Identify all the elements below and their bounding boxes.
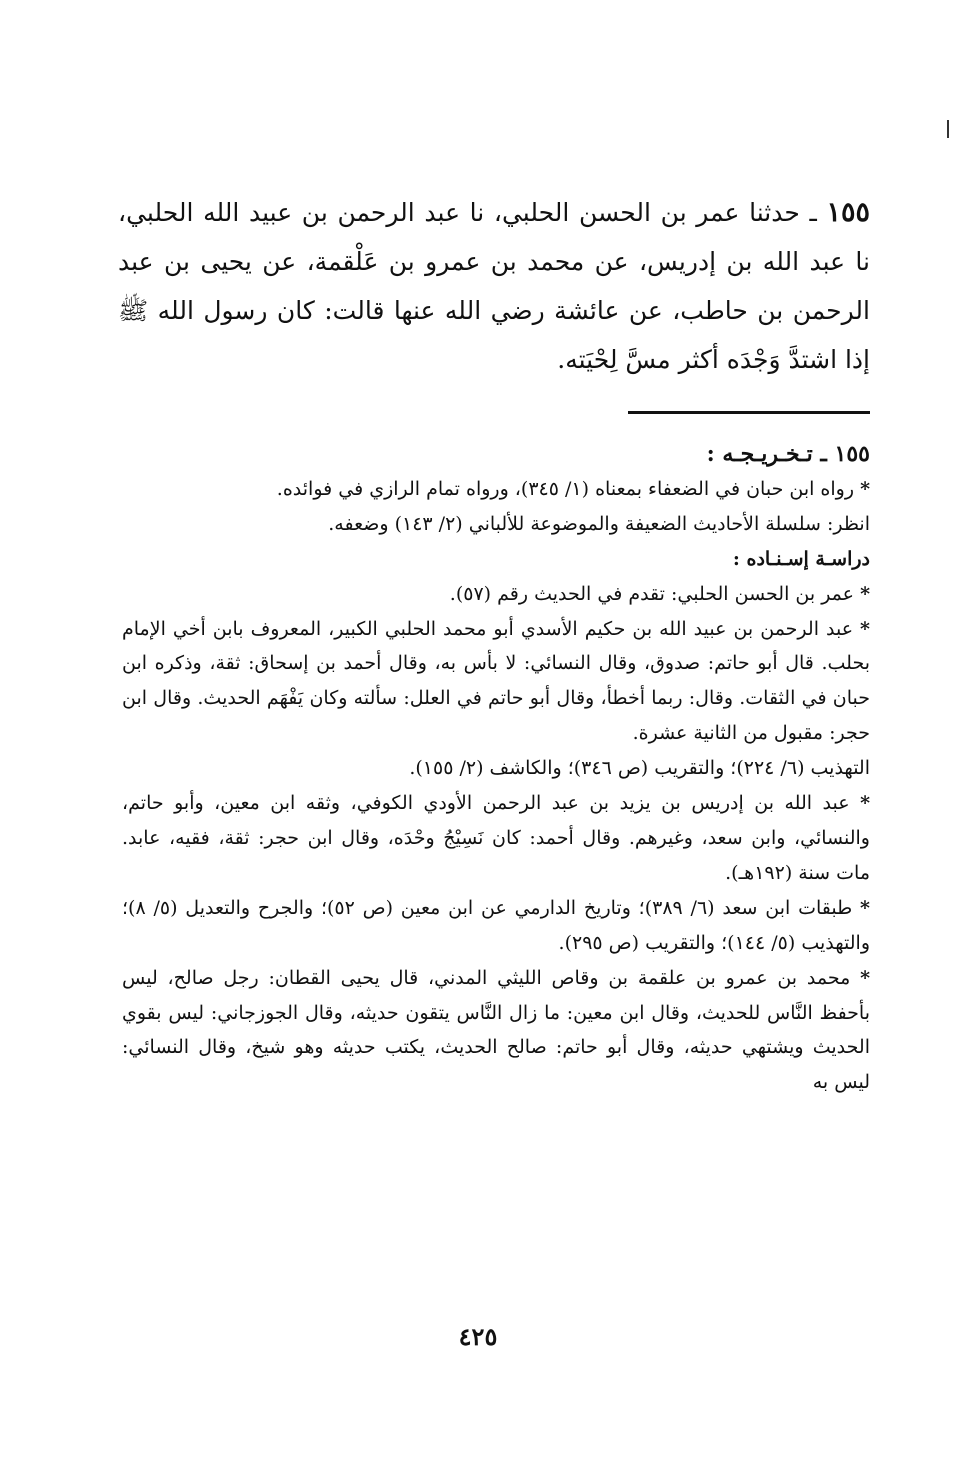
asterisk-icon: *	[860, 582, 870, 605]
hadith-line: ـ حدثنا عمر بن الحسن الحلبي، نا عبد الرحمن بن عبيد الله	[203, 198, 817, 227]
isnad-heading: دراسـة إسـنـاده :	[732, 547, 870, 570]
hadith-line: رسول الله ﷺ إذا اشتدَّ وَجْدَه أكثر مسَّ لِحْيَته.	[118, 296, 870, 374]
isnad-item	[122, 577, 870, 612]
asterisk-icon: *	[860, 792, 870, 815]
asterisk-icon: *	[860, 477, 870, 500]
isnad-text: طبقات ابن سعد (٦/ ٣٨٩)؛ وتاريخ الدارمي عن ابن معين (ص ٥٢)؛ والجرح والتعديل (٥/ ٨)؛ والتهذيب (٥/ ١٤٤)؛ والتقريب (ص ٢٩٥).	[122, 896, 870, 954]
isnad-text: عبد الله بن إدريس بن يزيد بن عبد الرحمن الأودي الكوفي، وثقه ابن معين، وأبو حاتم، والنسائي، وابن سعد، وغيرهم. وقال أحمد: كان نَسِيْجُ وحْدَه، وقال ابن حجر: ثقة، فقيه، عابد. مات سنة (١٩٢هـ).	[122, 792, 870, 884]
isnad-item	[122, 612, 870, 752]
takhrij-item: انظر: سلسلة الأحاديث الضعيفة والموضوعة للألباني (٢/ ١٤٣) وضعفه.	[328, 512, 870, 535]
hadith-line: الحلبي، نا عبد الله بن إدريس، عن محمد بن عمرو بن عَلْقمة، عن	[118, 198, 870, 276]
hadith-text	[118, 188, 870, 384]
isnad-text: محمد بن عمرو بن علقمة بن وقاص الليثي المدني، قال يحيى القطان: رجل صالح، ليس بأحفظ النَّاس للحديث، وقال ابن معين: ما زال النَّاس يتقون حديثه، وقال الجوزجاني: ليس بقوي الحديث ويشتهي حديثه، وقال أبو حاتم: صالح الحديث، يكتب حديثه وهو شيخ، وقال النسائي: ليس به	[122, 966, 870, 1094]
hadith-line: يحيى بن عبد الرحمن بن حاطب، عن عائشة رضي الله عنها قالت: كان	[118, 247, 870, 325]
page-number: ٤٢٥	[458, 1322, 498, 1351]
takhrij-item	[122, 472, 870, 507]
takhrij-text: رواه ابن حبان في الضعفاء بمعناه (١/ ٣٤٥)، ورواه تمام الرازي في فوائده.	[276, 477, 855, 500]
isnad-item	[122, 961, 870, 1101]
isnad-text: عبد الرحمن بن عبيد الله بن حكيم الأسدي أبو محمد الحلبي الكبير، المعروف بابن أخي الإمام بحلب. قال أبو حاتم: صدوق، وقال النسائي: لا بأس به، وقال أحمد بن إسحاق: ثقة، وذكره ابن حبان في الثقات. وقال: ربما أخطأ، وقال أبو حاتم في العلل: سألته وكان يَفْهَم الحديث. وقال ابن حجر: مقبول من الثانية عشرة.	[122, 617, 870, 745]
isnad-reference: التهذيب (٦/ ٢٢٤)؛ والتقريب (ص ٣٤٦)؛ والكاشف (٢/ ١٥٥).	[409, 757, 870, 780]
takhrij-heading: ١٥٥ ـ تـخـريـجـه :	[706, 441, 870, 467]
asterisk-icon: *	[860, 896, 870, 919]
hadith-number: ١٥٥	[826, 197, 870, 228]
footnotes	[122, 437, 870, 1100]
isnad-item	[122, 786, 870, 891]
asterisk-icon: *	[860, 966, 870, 989]
footnote-separator	[628, 411, 870, 414]
margin-mark	[947, 120, 949, 138]
isnad-item	[122, 891, 870, 961]
asterisk-icon: *	[860, 617, 870, 640]
isnad-text: عمر بن الحسن الحلبي: تقدم في الحديث رقم (٥٧).	[449, 582, 855, 605]
